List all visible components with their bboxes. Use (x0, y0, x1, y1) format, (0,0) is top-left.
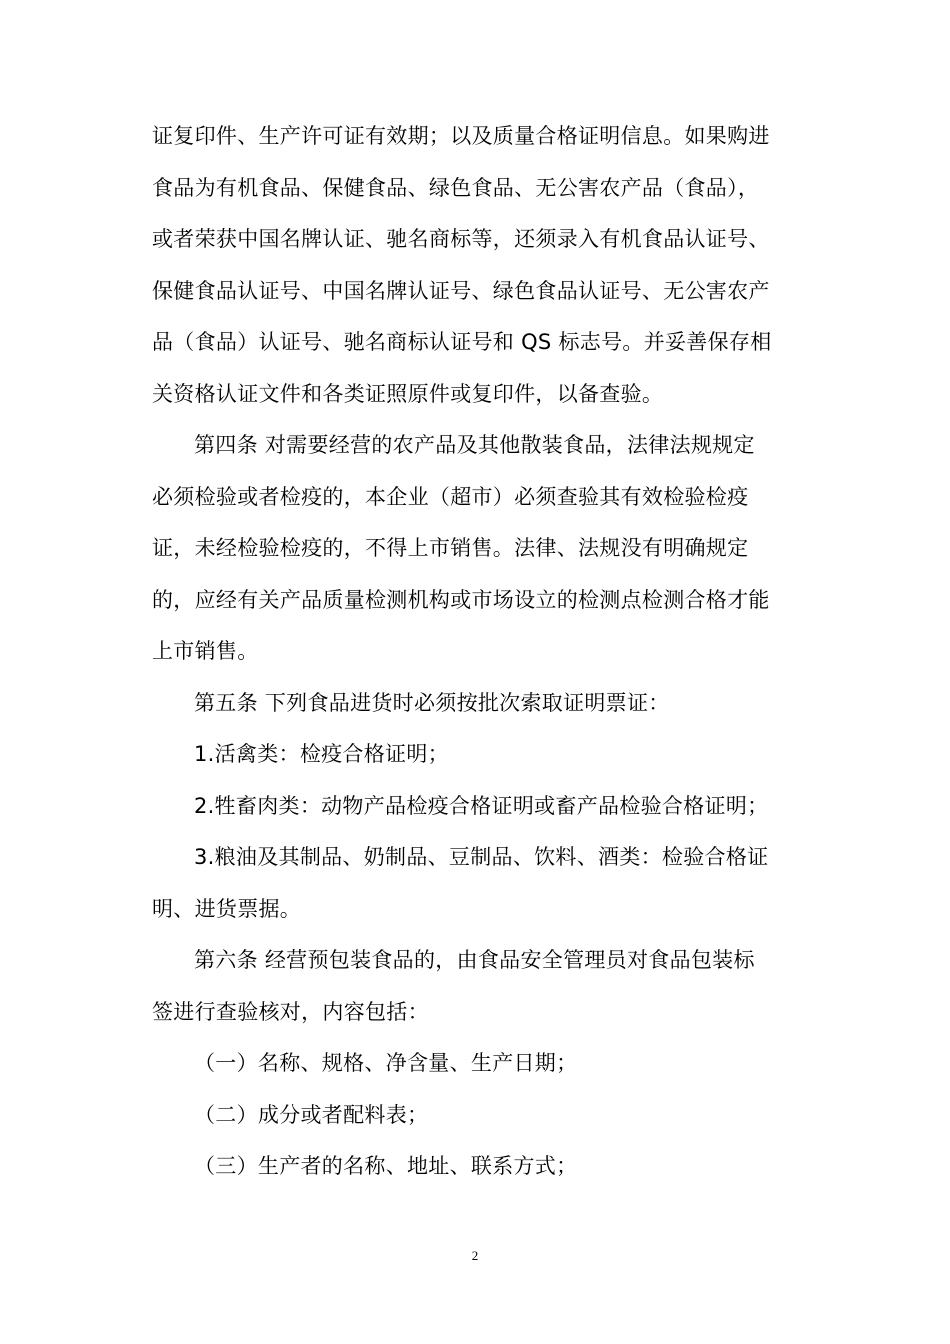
list-item: 1.活禽类：检疫合格证明； (194, 742, 449, 766)
text-line: 食品为有机食品、保健食品、绿色食品、无公害农产品（食品）， (152, 176, 760, 200)
page-number: 2 (471, 1248, 479, 1263)
list-item: 2.牲畜肉类：动物产品检疫合格证明或畜产品检验合格证明； (194, 794, 769, 818)
text-line: 明、进货票据。 (152, 897, 302, 921)
text-line: 证，未经检验检疫的，不得上市销售。法律、法规没有明确规定 (152, 536, 749, 560)
text-line: 必须检验或者检疫的，本企业（超市）必须查验其有效检验检疫 (152, 485, 749, 509)
text-line: 品（食品）认证号、驰名商标认证号和 QS 标志号。并妥善保存相 (152, 330, 772, 354)
text-line: 关资格认证文件和各类证照原件或复印件，以备查验。 (152, 382, 664, 406)
text-line: 证复印件、生产许可证有效期；以及质量合格证明信息。如果购进 (152, 124, 770, 148)
list-item: 3.粮油及其制品、奶制品、豆制品、饮料、酒类：检验合格证 (194, 845, 769, 869)
article-5-heading: 第五条 下列食品进货时必须按批次索取证明票证： (194, 691, 670, 715)
text-line: 签进行查验核对，内容包括： (152, 1000, 429, 1024)
list-item: （二）成分或者配料表； (194, 1103, 429, 1127)
text-line: 上市销售。 (152, 639, 259, 663)
article-6-heading: 第六条 经营预包装食品的，由食品安全管理员对食品包装标 (194, 948, 755, 972)
list-item: （一）名称、规格、净含量、生产日期； (194, 1051, 578, 1075)
list-item: （三）生产者的名称、地址、联系方式； (194, 1154, 578, 1178)
text-line: 保健食品认证号、中国名牌认证号、绿色食品认证号、无公害农产 (152, 279, 770, 303)
text-line: 的，应经有关产品质量检测机构或市场设立的检测点检测合格才能 (152, 588, 770, 612)
text-line: 或者荣获中国名牌认证、驰名商标等，还须录入有机食品认证号、 (152, 227, 770, 251)
article-4-heading: 第四条 对需要经营的农产品及其他散装食品，法律法规规定 (194, 433, 755, 457)
